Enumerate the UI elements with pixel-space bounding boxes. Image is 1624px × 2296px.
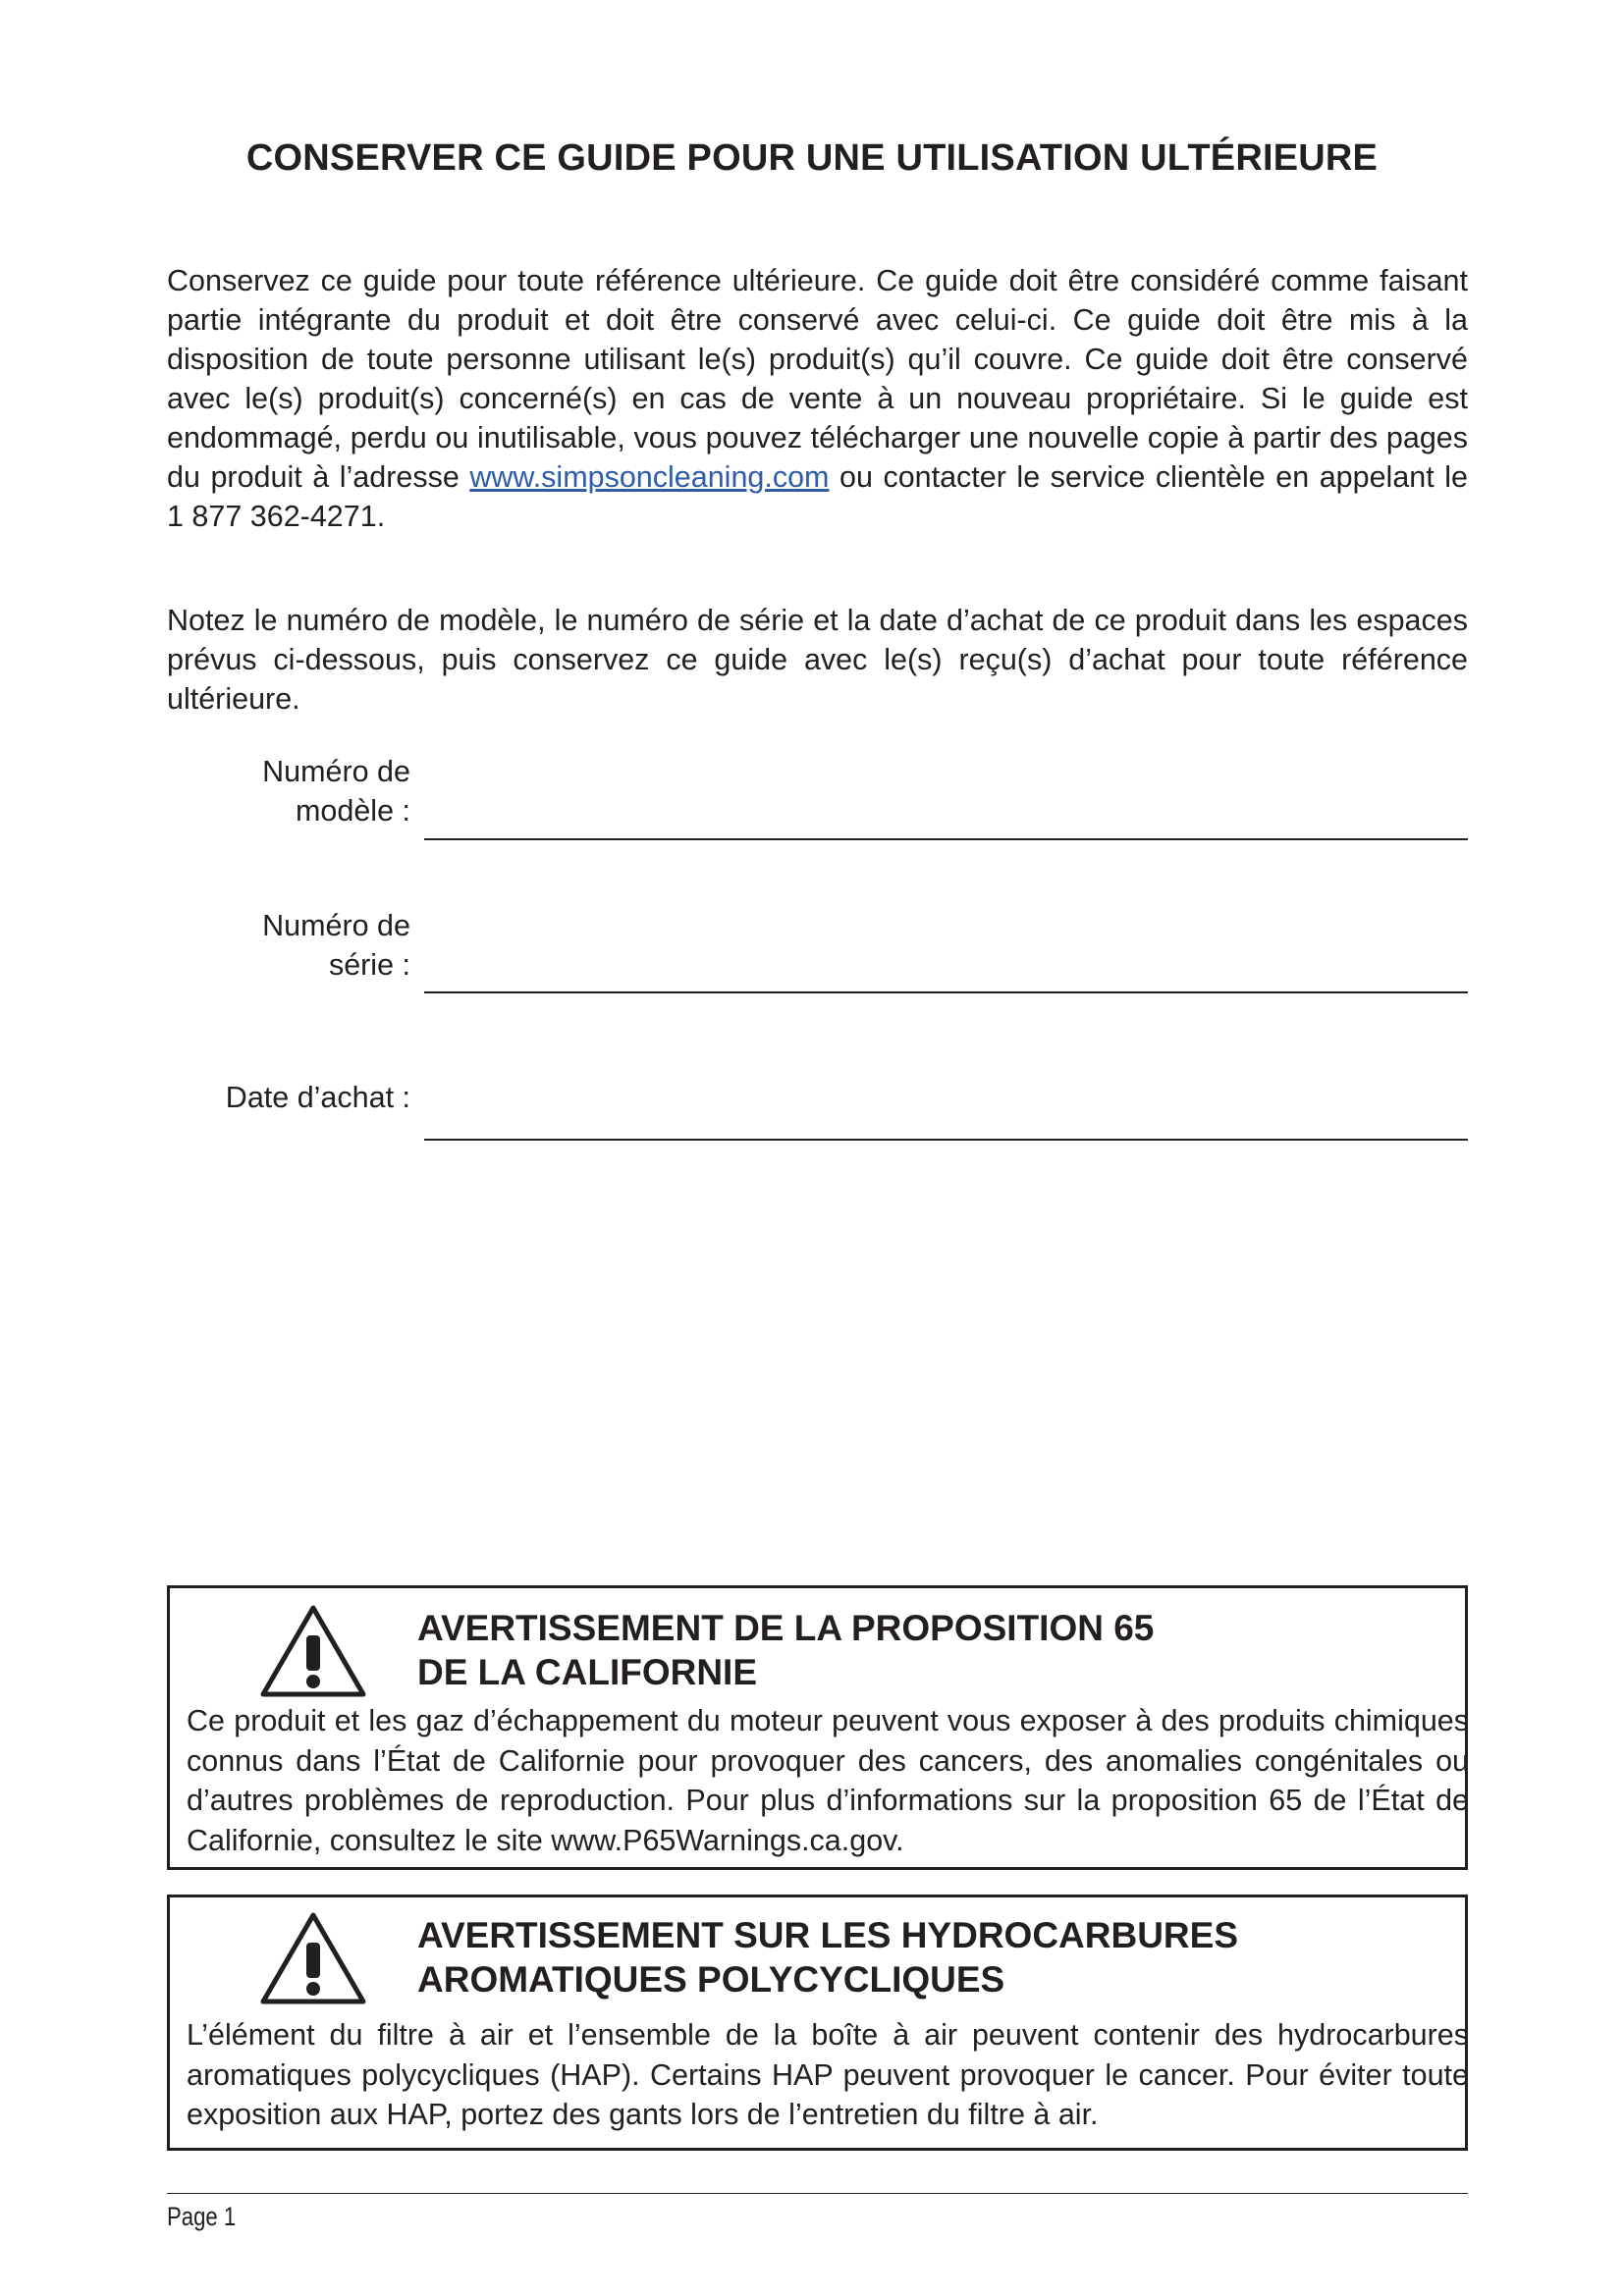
intro-text-end: ou contacter le service clientèle en appelant le 1 877 362-4271.	[167, 460, 1468, 533]
warning-triangle-icon	[258, 1909, 368, 2007]
purchase-date-field[interactable]	[424, 1139, 1468, 1141]
pah-warning-box	[167, 1895, 1468, 2151]
serial-number-label	[155, 906, 410, 985]
model-label-line1: Numéro de	[262, 755, 410, 788]
pah-warning-title	[417, 1913, 1238, 2002]
pah-warning-body: L’élément du filtre à air et l’ensemble de la boîte à air peuvent contenir des hydrocarbures aromatiques polycycliques (HAP). Certains HAP peuvent provoquer le cancer. Pour éviter toute exposition aux HAP, portez des gants lors de l’entretien du filtre à air.	[187, 2018, 1469, 2131]
pah-title-line1: AVERTISSEMENT SUR LES HYDROCARBURES	[417, 1915, 1239, 1955]
prop65-warning-box	[167, 1585, 1468, 1870]
intro-paragraph	[167, 261, 1468, 536]
model-label-line2: modèle :	[296, 794, 410, 828]
page-number: Page 1	[167, 2202, 237, 2231]
pah-title-line2: AROMATIQUES POLYCYCLIQUES	[417, 1959, 1005, 2000]
prop65-title-line1: AVERTISSEMENT DE LA PROPOSITION 65	[417, 1608, 1155, 1648]
warning-triangle-icon	[258, 1602, 368, 1700]
prop65-warning-body: Ce produit et les gaz d’échappement du moteur peuvent vous exposer à des produits chimiques connus dans l’État de Californie pour provoquer des cancers, des anomalies congénitales ou d’autres problèmes de reproduction. Pour plus d’informations sur la proposition 65 de l’État de Californie, consultez le site www.P65Warnings.ca.gov.	[187, 1704, 1469, 1857]
model-number-field[interactable]	[424, 838, 1468, 840]
intro-text: Conservez ce guide pour toute référence ultérieure. Ce guide doit être considéré comme faisant partie intégrante du produit et doit être conservé avec celui-ci. Ce guide doit être mis à la disposition de toute personne utilisant le(s) produit(s) qu’il couvre. Ce guide doit être conservé avec le(s) produit(s) concerné(s) en cas de vente à un nouveau propriétaire. Si le guide est endommagé, perdu ou inutilisable, vous pouvez télécharger une nouvelle copie à partir des pages du produit à l’adresse	[167, 264, 1468, 494]
purchase-date-label	[155, 1078, 410, 1117]
serial-number-field[interactable]	[424, 991, 1468, 993]
prop65-title-line2: DE LA CALIFORNIE	[417, 1652, 758, 1692]
purchase-date-label-text: Date d’achat :	[225, 1081, 410, 1114]
serial-label-line1: Numéro de	[262, 909, 410, 942]
footer-divider	[167, 2193, 1468, 2194]
website-link[interactable]: www.simpsoncleaning.com	[469, 460, 830, 494]
page-title: CONSERVER CE GUIDE POUR UNE UTILISATION ULTÉRIEURE	[245, 137, 1379, 179]
record-note-paragraph: Notez le numéro de modèle, le numéro de série et la date d’achat de ce produit dans les espaces prévus ci-dessous, puis conservez ce guide avec le(s) reçu(s) d’achat pour toute référence ultérieure.	[167, 604, 1468, 716]
serial-label-line2: série :	[328, 948, 410, 982]
model-number-label	[155, 752, 410, 830]
prop65-warning-title	[417, 1606, 1154, 1694]
